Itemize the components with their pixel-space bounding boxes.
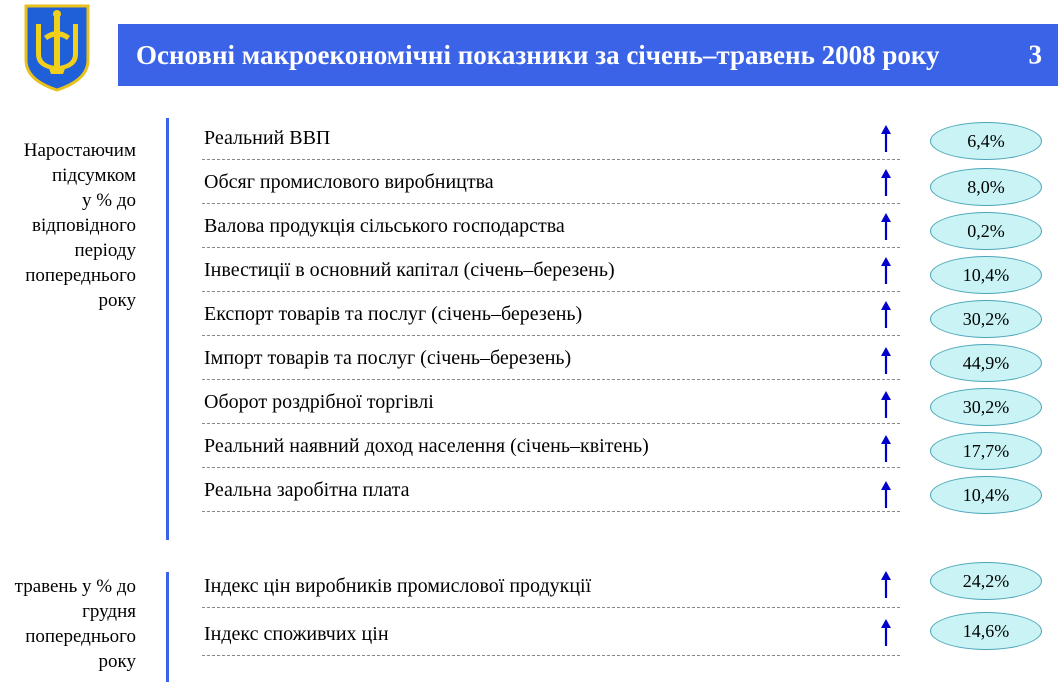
title-bar — [118, 24, 1058, 86]
indicator-row — [202, 564, 900, 608]
row-dotted-separator — [202, 607, 900, 608]
arrow-up-icon — [876, 124, 896, 154]
indicator-value-badge: 10,4% — [930, 476, 1042, 514]
arrow-up-icon — [876, 256, 896, 286]
indicator-row — [202, 116, 900, 160]
arrow-up-icon — [876, 434, 896, 464]
indicator-row — [202, 336, 900, 380]
arrow-up-icon — [876, 346, 896, 376]
arrow-up-icon — [876, 480, 896, 510]
section-label-cumulative: Наростаючим підсумком у % до відповідного періоду попереднього року — [23, 140, 136, 311]
arrow-up-icon — [876, 212, 896, 242]
arrow-up-icon — [876, 570, 896, 600]
indicator-name: Імпорт товарів та послуг (січень–березень) — [204, 347, 572, 369]
indicator-name: Реальний ВВП — [204, 127, 331, 149]
arrow-up-icon — [876, 168, 896, 198]
indicator-value-badge: 24,2% — [930, 562, 1042, 600]
indicator-row — [202, 468, 900, 512]
indicator-row — [202, 160, 900, 204]
indicator-name: Експорт товарів та послуг (січень–березень) — [204, 303, 583, 325]
indicator-value-badge: 6,4% — [930, 122, 1042, 160]
indicator-row — [202, 204, 900, 248]
indicator-row — [202, 424, 900, 468]
section-label-may: травень у % до грудня попереднього року — [14, 576, 136, 672]
section-divider-may — [166, 572, 169, 682]
indicator-value-badge: 44,9% — [930, 344, 1042, 382]
indicator-row — [202, 248, 900, 292]
indicator-name: Оборот роздрібної торгівлі — [204, 391, 434, 413]
indicator-name: Валова продукція сільського господарства — [204, 215, 565, 237]
indicator-value-badge: 30,2% — [930, 388, 1042, 426]
indicator-row — [202, 292, 900, 336]
indicator-row — [202, 380, 900, 424]
arrow-up-icon — [876, 300, 896, 330]
indicator-value-badge: 30,2% — [930, 300, 1042, 338]
indicator-row — [202, 612, 900, 656]
page-number: 3 — [1028, 39, 1042, 70]
indicator-value-badge: 10,4% — [930, 256, 1042, 294]
indicator-name: Індекс споживчих цін — [204, 623, 389, 645]
row-dotted-separator — [202, 511, 900, 512]
indicator-name: Індекс цін виробників промислової продукції — [204, 575, 592, 597]
indicator-name: Реальний наявний доход населення (січень–квітень) — [204, 435, 649, 457]
indicator-value-badge: 17,7% — [930, 432, 1042, 470]
page-title: Основні макроекономічні показники за січень–травень 2008 року — [136, 39, 940, 70]
indicator-name: Інвестиції в основний капітал (січень–березень) — [204, 259, 615, 281]
indicator-value-badge: 8,0% — [930, 168, 1042, 206]
arrow-up-icon — [876, 618, 896, 648]
coat-of-arms-icon — [22, 2, 92, 92]
row-dotted-separator — [202, 655, 900, 656]
indicator-value-badge: 0,2% — [930, 212, 1042, 250]
indicator-value-badge: 14,6% — [930, 612, 1042, 650]
arrow-up-icon — [876, 390, 896, 420]
indicator-name: Реальна заробітна плата — [204, 479, 410, 501]
indicator-name: Обсяг промислового виробництва — [204, 171, 494, 193]
section-divider-cumulative — [166, 118, 169, 540]
